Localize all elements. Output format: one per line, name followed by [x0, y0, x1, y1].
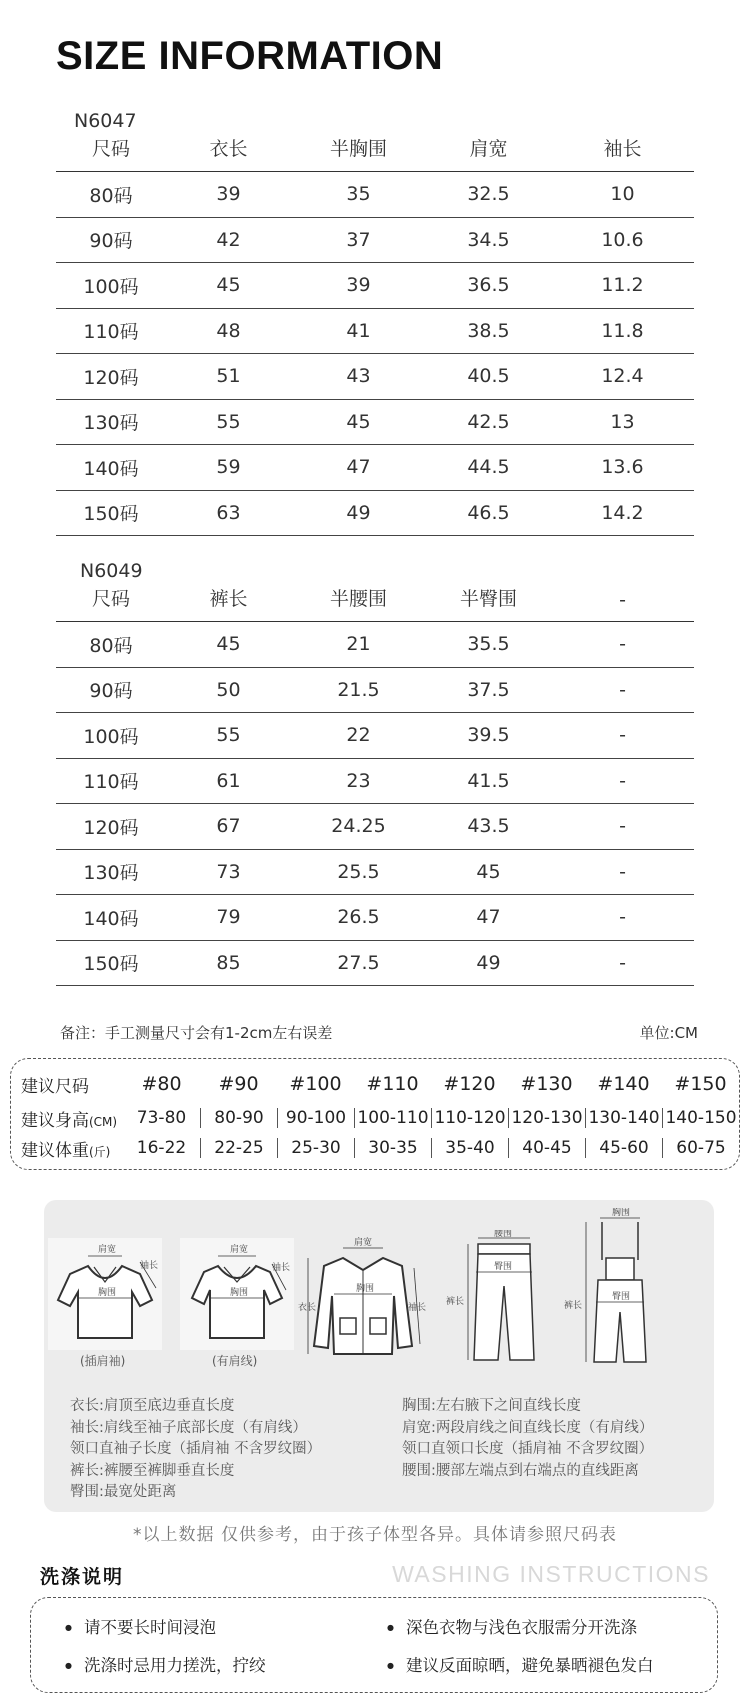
recommend-weight-row	[11, 1135, 739, 1161]
recommend-height-cell: 80-90	[200, 1108, 277, 1128]
overalls-chest-label: 胸围	[612, 1208, 631, 1218]
table-cell: 85	[216, 951, 241, 974]
table-cell: 47	[476, 906, 501, 929]
table-cell: 24.25	[331, 815, 386, 838]
table-cell: 41	[346, 319, 371, 342]
table-cell: 21.5	[337, 678, 380, 701]
table-cell: 46.5	[467, 501, 510, 524]
fig1-sleeve-label: 袖长	[140, 1261, 159, 1271]
table-cell: 100码	[83, 275, 139, 298]
table-cell: 40.5	[467, 365, 510, 388]
recommend-height-cell: 100-110	[354, 1108, 431, 1128]
recommend-size-cell: #90	[218, 1073, 259, 1095]
fig1-shoulder-label: 肩宽	[98, 1245, 117, 1255]
table-header-cell: 半臀围	[459, 588, 517, 610]
table-header-cell: 半胸围	[329, 138, 387, 160]
table-cell: 37.5	[467, 678, 510, 701]
raglan-caption: (插肩袖)	[80, 1354, 126, 1368]
table-cell: -	[619, 860, 626, 883]
definition-item: 臀围:最宽处距离	[70, 1484, 177, 1500]
table-cell: 45	[216, 633, 241, 656]
table-cell: -	[619, 815, 626, 838]
table-cell: 130码	[83, 862, 139, 885]
table-cell: 63	[216, 501, 241, 524]
recommend-weight-cell: 30-35	[354, 1138, 431, 1158]
table-cell: 49	[346, 501, 371, 524]
table-header-cell: 肩宽	[469, 138, 508, 160]
overalls-illustration	[564, 1208, 664, 1368]
table-row	[56, 218, 694, 264]
table-cell: 21	[346, 633, 371, 656]
table-cell: 42.5	[467, 410, 510, 433]
table-cell: 110码	[83, 321, 139, 344]
table-row	[56, 263, 694, 309]
table-cell: 150码	[83, 953, 139, 976]
recommend-size-label: 建议尺码	[21, 1076, 89, 1097]
recommend-weight-cell: 45-60	[585, 1138, 662, 1158]
table-row	[56, 941, 694, 987]
page-title: SIZE INFORMATION	[56, 34, 444, 78]
washing-title-en: WASHING INSTRUCTIONS	[392, 1561, 710, 1587]
fig2-chest-label: 胸围	[230, 1288, 249, 1298]
table-cell: 49	[476, 951, 501, 974]
recommend-height-cell: 73-80	[136, 1108, 187, 1128]
table-cell: 37	[346, 228, 371, 251]
table-cell: 80码	[89, 634, 133, 657]
recommend-size-cell: #140	[597, 1073, 650, 1095]
pants-waist-label: 腰围	[494, 1230, 513, 1239]
table-row	[56, 491, 694, 537]
table-cell: 23	[346, 769, 371, 792]
size-table-n6049	[56, 580, 694, 986]
definition-item: 领口直袖子长度（插肩袖 不含罗纹圈）	[70, 1441, 322, 1457]
definition-item: 衣长:肩顶至底边垂直长度	[70, 1398, 235, 1414]
table1-code: N6047	[74, 110, 137, 132]
table-cell: 44.5	[467, 456, 510, 479]
table-cell: 140码	[83, 457, 139, 480]
overalls-length-label: 裤长	[564, 1301, 583, 1311]
pants-hip-label: 臀围	[494, 1262, 513, 1272]
table-cell: 42	[216, 228, 241, 251]
recommend-height-cell: 120-130	[508, 1108, 585, 1128]
table-cell: 48	[216, 319, 241, 342]
measurement-guide-panel	[44, 1200, 714, 1512]
definition-item: 肩宽:两段肩线之间直线长度（有肩线）	[402, 1419, 654, 1436]
table-cell: 36.5	[467, 274, 510, 297]
table-cell: 39	[346, 274, 371, 297]
recommend-height-cell: 110-120	[431, 1108, 508, 1128]
recommend-weight-cell: 25-30	[277, 1138, 354, 1158]
recommend-weight-cell: 16-22	[136, 1138, 187, 1158]
table-cell: -	[619, 906, 626, 929]
overalls-hip-label: 臀围	[612, 1292, 631, 1302]
definitions-left	[70, 1396, 321, 1504]
definitions-right	[402, 1396, 653, 1482]
table-cell: 38.5	[467, 319, 510, 342]
table-cell: 45	[346, 410, 371, 433]
table-cell: 120码	[83, 366, 139, 389]
fig1-chest-label: 胸围	[98, 1288, 117, 1298]
unit-label: 单位:CM	[639, 1024, 698, 1042]
table-cell: 90码	[89, 680, 133, 703]
recommend-height-row	[11, 1105, 739, 1131]
recommend-size-box	[10, 1058, 740, 1170]
table-cell: 35	[346, 183, 371, 206]
table-header-cell: 尺码	[91, 588, 130, 610]
washing-title: 洗涤说明	[40, 1566, 125, 1588]
table-cell: 11.8	[601, 319, 644, 342]
recommend-size-cell: #120	[443, 1073, 496, 1095]
table-cell: 43	[346, 365, 371, 388]
recommend-height-cell: 140-150	[662, 1108, 739, 1128]
table-cell: -	[619, 633, 626, 656]
table-header-cell: -	[619, 589, 626, 611]
table-cell: 55	[216, 410, 241, 433]
table-cell: 39.5	[467, 724, 510, 747]
table-cell: 11.2	[601, 274, 644, 297]
definition-item: 腰围:腰部左端点到右端点的直线距离	[402, 1462, 639, 1479]
washing-instructions-box	[30, 1597, 718, 1693]
recommend-weight-label: 建议体重(斤)	[21, 1140, 111, 1161]
table-cell: 10	[610, 183, 635, 206]
table-cell: 51	[216, 365, 241, 388]
definition-item: 领口直领口长度（插肩袖 不含罗纹圈）	[402, 1441, 654, 1457]
table-cell: -	[619, 678, 626, 701]
fig2-shoulder-label: 肩宽	[230, 1245, 249, 1255]
recommend-weight-cell: 22-25	[200, 1138, 277, 1158]
recommend-size-cell: #80	[141, 1073, 182, 1095]
table-header-cell: 衣长	[209, 138, 248, 160]
definition-item: 胸围:左右腋下之间直线长度	[402, 1398, 581, 1414]
table-row	[56, 850, 694, 896]
table-cell: 14.2	[601, 501, 644, 524]
table-row	[56, 668, 694, 714]
table-cell: -	[619, 724, 626, 747]
table-header-row	[56, 580, 694, 622]
set-in-tee-illustration	[180, 1238, 294, 1350]
jacket-sleeve-label: 袖长	[408, 1303, 427, 1313]
definition-item: 袖长:肩线至袖子底部长度（有肩线）	[70, 1419, 307, 1436]
table-cell: 25.5	[337, 860, 380, 883]
table-cell: 120码	[83, 816, 139, 839]
jacket-length-label: 衣长	[298, 1303, 317, 1313]
table-cell: 12.4	[601, 365, 644, 388]
recommend-size-cell: #150	[674, 1073, 727, 1095]
table-cell: 73	[216, 860, 241, 883]
washing-item: ● 请不要长时间浸泡	[65, 1614, 216, 1638]
recommend-weight-cell: 40-45	[508, 1138, 585, 1158]
recommend-height-cell: 90-100	[277, 1108, 354, 1128]
table-header-cell: 裤长	[209, 588, 248, 610]
table-row	[56, 354, 694, 400]
table-header-cell: 袖长	[603, 138, 642, 160]
table-cell: 67	[216, 815, 241, 838]
table-cell: 34.5	[467, 228, 510, 251]
table-row	[56, 804, 694, 850]
table-cell: 130码	[83, 412, 139, 435]
fig2-sleeve-label: 袖长	[272, 1263, 291, 1273]
table-cell: 13.6	[601, 456, 644, 479]
table-cell: 22	[346, 724, 371, 747]
recommend-size-cell: #100	[289, 1073, 342, 1095]
recommend-size-row	[11, 1069, 739, 1099]
recommend-size-cell: #110	[366, 1073, 419, 1095]
jacket-illustration	[298, 1236, 428, 1366]
washing-item: ● 建议反面晾晒，避免暴晒褪色发白	[387, 1652, 653, 1676]
table2-code: N6049	[80, 560, 143, 582]
table-cell: 35.5	[467, 633, 510, 656]
table-header-cell: 半腰围	[329, 588, 387, 610]
table-cell: 13	[610, 410, 635, 433]
jacket-shoulder-label: 肩宽	[354, 1238, 373, 1248]
table-row	[56, 713, 694, 759]
definition-item: 裤长:裤腰至裤脚垂直长度	[70, 1462, 235, 1479]
washing-item: ● 洗涤时忌用力搓洗，拧绞	[65, 1652, 265, 1676]
table-row	[56, 309, 694, 355]
table-row	[56, 622, 694, 668]
recommend-weight-cell: 60-75	[662, 1138, 739, 1158]
pants-length-label: 裤长	[446, 1297, 465, 1307]
recommend-height-label: 建议身高(CM)	[21, 1110, 118, 1131]
table-cell: 110码	[83, 771, 139, 794]
table-cell: 140码	[83, 907, 139, 930]
raglan-tee-illustration	[48, 1238, 162, 1350]
table-cell: -	[619, 769, 626, 792]
table-cell: 61	[216, 769, 241, 792]
disclaimer-text: *以上数据 仅供参考，由于孩子体型各异。具体请参照尺码表	[133, 1525, 617, 1545]
set-in-caption: (有肩线)	[212, 1354, 258, 1368]
table-row	[56, 172, 694, 218]
table-row	[56, 445, 694, 491]
jacket-chest-label: 胸围	[356, 1284, 375, 1294]
table-row	[56, 895, 694, 941]
table-cell: 45	[216, 274, 241, 297]
table-cell: 50	[216, 678, 241, 701]
table-cell: 41.5	[467, 769, 510, 792]
table-cell: 80码	[89, 184, 133, 207]
table-cell: 59	[216, 456, 241, 479]
table-row	[56, 759, 694, 805]
recommend-weight-cell: 35-40	[431, 1138, 508, 1158]
table-cell: 32.5	[467, 183, 510, 206]
washing-item: ● 深色衣物与浅色衣服需分开洗涤	[387, 1614, 637, 1638]
table-cell: 45	[476, 860, 501, 883]
recommend-height-cell: 130-140	[585, 1108, 662, 1128]
measurement-note: 备注：手工测量尺寸会有1-2cm左右误差	[60, 1024, 333, 1042]
table-cell: 43.5	[467, 815, 510, 838]
recommend-size-cell: #130	[520, 1073, 573, 1095]
table-cell: 27.5	[337, 951, 380, 974]
table-header-row	[56, 130, 694, 172]
pants-illustration	[446, 1230, 546, 1366]
table-header-cell: 尺码	[91, 138, 130, 160]
table-cell: 47	[346, 456, 371, 479]
table-cell: 55	[216, 724, 241, 747]
size-table-n6047	[56, 130, 694, 536]
table-cell: 39	[216, 183, 241, 206]
table-cell: 90码	[89, 230, 133, 253]
table-cell: 10.6	[601, 228, 644, 251]
table-cell: 26.5	[337, 906, 380, 929]
table-cell: 150码	[83, 503, 139, 526]
table-cell: 79	[216, 906, 241, 929]
table-cell: 100码	[83, 725, 139, 748]
table-row	[56, 400, 694, 446]
table-cell: -	[619, 951, 626, 974]
